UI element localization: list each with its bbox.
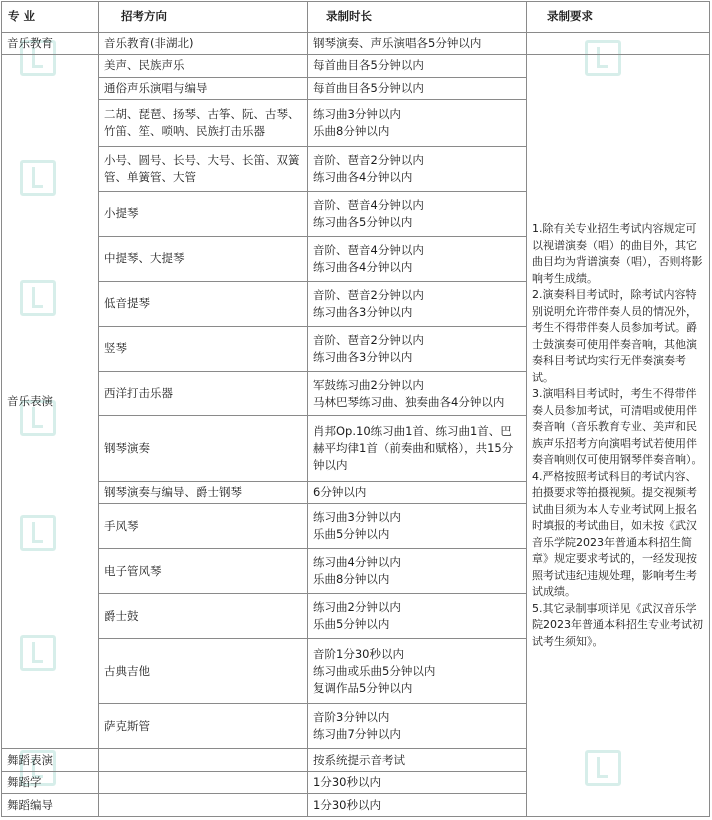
direction-cell: 音乐教育(非湖北) <box>99 32 308 54</box>
duration-cell <box>308 594 527 639</box>
duration-line: 音阶1分30秒以内 <box>313 646 404 661</box>
direction-cell: 小号、圆号、长号、大号、长笛、双簧管、单簧管、大管 <box>99 146 308 191</box>
major-cell: 舞蹈编导 <box>2 794 99 817</box>
duration-line: 练习曲各4分钟以内 <box>313 169 413 184</box>
direction-cell: 低音提琴 <box>99 281 308 326</box>
direction-cell: 钢琴演奏与编导、爵士钢琴 <box>99 481 308 503</box>
recording-requirements-table <box>1 1 710 817</box>
major-cell: 舞蹈学 <box>2 771 99 793</box>
duration-line: 每首曲目各5分钟以内 <box>313 58 424 73</box>
duration-cell <box>308 371 527 416</box>
duration-cell <box>308 281 527 326</box>
header-row <box>2 2 710 33</box>
duration-line: 乐曲5分钟以内 <box>313 617 390 632</box>
direction-cell <box>99 749 308 771</box>
duration-line: 音阶、琶音2分钟以内 <box>313 332 424 347</box>
duration-line: 练习曲7分钟以内 <box>313 727 401 742</box>
duration-line: 练习曲4分钟以内 <box>313 555 401 570</box>
direction-cell: 竖琴 <box>99 326 308 371</box>
duration-line: 乐曲8分钟以内 <box>313 572 390 587</box>
duration-line: 练习曲2分钟以内 <box>313 600 401 615</box>
header-requirements: 录制要求 <box>527 2 710 33</box>
duration-line: 音阶、琶音4分钟以内 <box>313 242 424 257</box>
duration-line: 乐曲5分钟以内 <box>313 527 390 542</box>
direction-cell: 爵士鼓 <box>99 594 308 639</box>
requirement-item: 5.其它录制事项详见《武汉音乐学院2023年普通本科招生专业考试初试考生须知》。 <box>532 601 703 648</box>
direction-cell: 美声、民族声乐 <box>99 55 308 77</box>
header-duration: 录制时长 <box>308 2 527 33</box>
duration-cell <box>308 504 527 549</box>
duration-line: 练习曲各5分钟以内 <box>313 214 413 229</box>
table-row <box>2 55 710 77</box>
duration-line: 6分钟以内 <box>313 485 367 500</box>
duration-cell <box>308 481 527 503</box>
duration-line: 乐曲8分钟以内 <box>313 123 390 138</box>
major-cell: 音乐教育 <box>2 32 99 54</box>
requirements-empty-cell <box>527 32 710 54</box>
duration-cell <box>308 32 527 54</box>
duration-cell <box>308 99 527 146</box>
duration-line: 音阶、琶音2分钟以内 <box>313 287 424 302</box>
duration-line: 音阶3分钟以内 <box>313 710 390 725</box>
duration-line: 钢琴演奏、声乐演唱各5分钟以内 <box>313 35 482 50</box>
duration-line: 练习曲各4分钟以内 <box>313 259 413 274</box>
duration-line: 按系统提示音考试 <box>313 752 405 767</box>
duration-line: 复调作品5分钟以内 <box>313 680 413 695</box>
duration-line: 练习曲3分钟以内 <box>313 106 401 121</box>
duration-line: 马林巴琴练习曲、独奏曲各4分钟以内 <box>313 394 505 409</box>
duration-cell <box>308 77 527 99</box>
duration-cell <box>308 771 527 793</box>
requirements-cell <box>527 55 710 817</box>
duration-cell <box>308 794 527 817</box>
direction-cell: 古典吉他 <box>99 639 308 704</box>
major-cell: 舞蹈表演 <box>2 749 99 771</box>
header-major: 专 业 <box>2 2 99 33</box>
direction-cell: 小提琴 <box>99 191 308 236</box>
requirement-item: 1.除有关专业招生考试内容规定可以视谱演奏（唱）的曲目外，其它曲目均为背谱演奏（唱），否则将影响考生成绩。 <box>532 222 703 285</box>
direction-cell: 通俗声乐演唱与编导 <box>99 77 308 99</box>
duration-line: 1分30秒以内 <box>313 775 381 790</box>
direction-cell: 萨克斯管 <box>99 704 308 749</box>
duration-line: 练习曲或乐曲5分钟以内 <box>313 663 436 678</box>
direction-cell: 二胡、琵琶、扬琴、古筝、阮、古琴、竹笛、笙、唢呐、民族打击乐器 <box>99 99 308 146</box>
requirement-item: 2.演奏科目考试时，除考试内容特别说明允许带伴奏人员的情况外，考生不得带伴奏人员参加考试。爵士鼓演奏可使用伴奏音响，其他演奏科目考试均实行无伴奏演奏考试。 <box>532 288 697 384</box>
duration-cell <box>308 236 527 281</box>
direction-cell <box>99 771 308 793</box>
duration-line: 军鼓练习曲2分钟以内 <box>313 377 424 392</box>
direction-cell: 手风琴 <box>99 504 308 549</box>
duration-cell <box>308 416 527 481</box>
duration-cell <box>308 749 527 771</box>
duration-cell <box>308 549 527 594</box>
duration-cell <box>308 146 527 191</box>
major-cell: 音乐表演 <box>2 55 99 749</box>
duration-line: 练习曲各3分钟以内 <box>313 349 413 364</box>
direction-cell: 西洋打击乐器 <box>99 371 308 416</box>
requirement-item: 4.严格按照考试科目的考试内容、拍摄要求等拍摄视频。提交视频考试曲目须为本人专业考试网上报名时填报的考试曲目，如未按《武汉音乐学院2023年普通本科招生简章》规定要求考试的，一经发现按照考试违纪违规处理，影响考生考试成绩。 <box>532 469 697 599</box>
duration-line: 练习曲3分钟以内 <box>313 510 401 525</box>
duration-cell <box>308 55 527 77</box>
duration-line: 音阶、琶音4分钟以内 <box>313 197 424 212</box>
duration-line: 每首曲目各5分钟以内 <box>313 80 424 95</box>
header-direction: 招考方向 <box>99 2 308 33</box>
direction-cell: 钢琴演奏 <box>99 416 308 481</box>
direction-cell <box>99 794 308 817</box>
duration-line: 音阶、琶音2分钟以内 <box>313 152 424 167</box>
direction-cell: 电子管风琴 <box>99 549 308 594</box>
duration-line: 1分30秒以内 <box>313 797 381 812</box>
duration-line: 练习曲各3分钟以内 <box>313 304 413 319</box>
duration-cell <box>308 326 527 371</box>
requirement-item: 3.演唱科目考试时，考生不得带伴奏人员参加考试，可清唱或使用伴奏音响（音乐教育专业、美声和民族声乐招考方向演唱考试若使用伴奏音响则仅可使用钢琴伴奏音响）。 <box>532 387 703 467</box>
duration-cell <box>308 639 527 704</box>
direction-cell: 中提琴、大提琴 <box>99 236 308 281</box>
duration-cell <box>308 704 527 749</box>
table-row <box>2 32 710 54</box>
duration-cell <box>308 191 527 236</box>
duration-line: 肖邦Op.10练习曲1首、练习曲1首、巴赫平均律1首（前奏曲和赋格），共15分钟以内 <box>313 424 514 473</box>
